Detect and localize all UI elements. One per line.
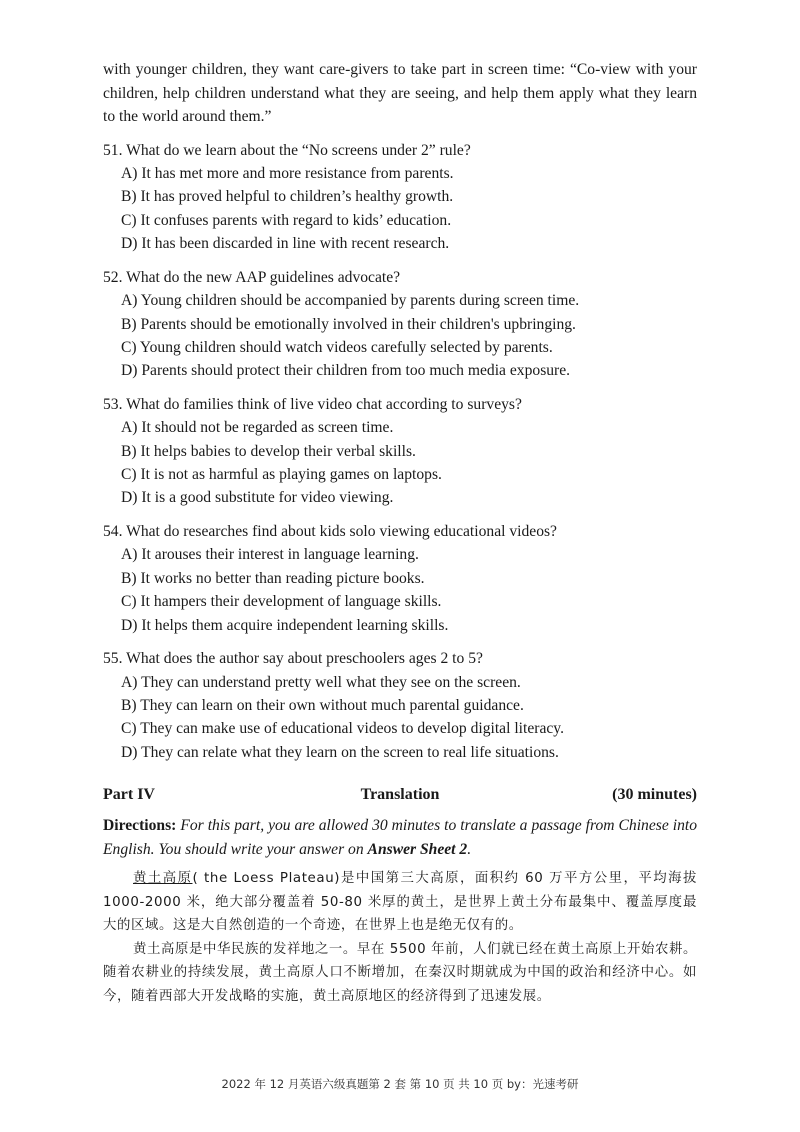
answer-option: A) It should not be regarded as screen time. (121, 419, 394, 437)
translation-paragraph-2: 黄土高原是中华民族的发祥地之一。早在 5500 年前，人们就已经在黄土高原上开始农耕。随着农耕业的持续发展，黄土高原人口不断增加，在秦汉时期就成为中国的政治和经济中心。如今，随着西部大开发战略的实施，黄土高原地区的经济得到了迅速发展。 (103, 941, 697, 1004)
answer-option: C) It is not as harmful as playing games on laptops. (121, 466, 442, 484)
question-stem: 55. What does the author say about preschoolers ages 2 to 5? (103, 650, 483, 667)
translation-term: 黄土高原 (133, 871, 193, 887)
part-header (103, 786, 697, 812)
answer-option: D) They can relate what they learn on the screen to real life situations. (121, 743, 559, 761)
answer-option: A) They can understand pretty well what they see on the screen. (121, 673, 521, 691)
answer-sheet-ref: Answer Sheet 2 (367, 840, 468, 858)
answer-option: B) It works no better than reading picture books. (121, 569, 425, 587)
answer-option: D) Parents should protect their children from too much media exposure. (121, 362, 571, 380)
answer-option: A) It has met more and more resistance from parents. (121, 165, 454, 182)
part-time: (30 minutes) (612, 786, 697, 804)
answer-option: B) It helps babies to develop their verbal skills. (121, 442, 416, 460)
translation-p1-text: ( the Loess Plateau)是中国第三大高原，面积约 60 万平方公里，平均海拔 1000-2000 米，绝大部分覆盖着 50-80 米厚的黄土，是世界上黄土分布最集中、覆盖厚度最大的区域。这是大自然创造的一个奇迹，在世界上也是绝无仅有的。 (103, 871, 697, 934)
answer-option: D) It helps them acquire independent learning skills. (121, 616, 449, 634)
answer-option: D) It is a good substitute for video viewing. (121, 489, 394, 507)
answer-option: D) It has been discarded in line with recent research. (121, 235, 450, 253)
question-stem: 54. What do researches find about kids solo viewing educational videos? (103, 522, 557, 540)
answer-option: C) It confuses parents with regard to kids’ education. (121, 211, 452, 229)
question-stem: 53. What do families think of live video chat according to surveys? (103, 395, 522, 413)
exam-page (103, 58, 697, 1008)
answer-option: B) They can learn on their own without much parental guidance. (121, 696, 524, 714)
passage-ending: with younger children, they want care-givers to take part in screen time: “Co-view with your children, help children understand what they are seeing, and help them apply what they learn to the world around them.” (103, 61, 697, 125)
answer-option: B) It has proved helpful to children’s healthy growth. (121, 188, 454, 206)
question-block (103, 647, 697, 764)
directions-label: Directions: (103, 817, 177, 835)
question-block (103, 520, 697, 637)
directions-end: . (467, 840, 472, 858)
answer-option: B) Parents should be emotionally involved in their children's upbringing. (121, 315, 576, 333)
answer-option: A) Young children should be accompanied by parents during screen time. (121, 292, 580, 310)
question-stem: 52. What do the new AAP guidelines advocate? (103, 268, 401, 286)
question-block (103, 266, 697, 383)
answer-option: C) Young children should watch videos carefully selected by parents. (121, 338, 553, 356)
answer-option: A) It arouses their interest in language learning. (121, 546, 419, 564)
question-block (103, 393, 697, 510)
answer-option: C) It hampers their development of language skills. (121, 593, 442, 611)
question-stem: 51. What do we learn about the “No screens under 2” rule? (103, 141, 471, 159)
page-footer: 2022 年 12 月英语六级真题第 2 套 第 10 页 共 10 页 by：光速考研 (221, 1077, 579, 1091)
question-block (103, 139, 697, 256)
translation-paragraph-1 (103, 867, 697, 938)
part-title: Translation (360, 786, 440, 804)
directions-text: For this part, you are allowed 30 minutes to translate a passage from Chinese into English. You should write your answer on (103, 817, 697, 858)
part-label: Part IV (103, 786, 155, 804)
directions (103, 814, 697, 861)
question-list (103, 139, 697, 765)
answer-option: C) They can make use of educational videos to develop digital literacy. (121, 720, 564, 738)
